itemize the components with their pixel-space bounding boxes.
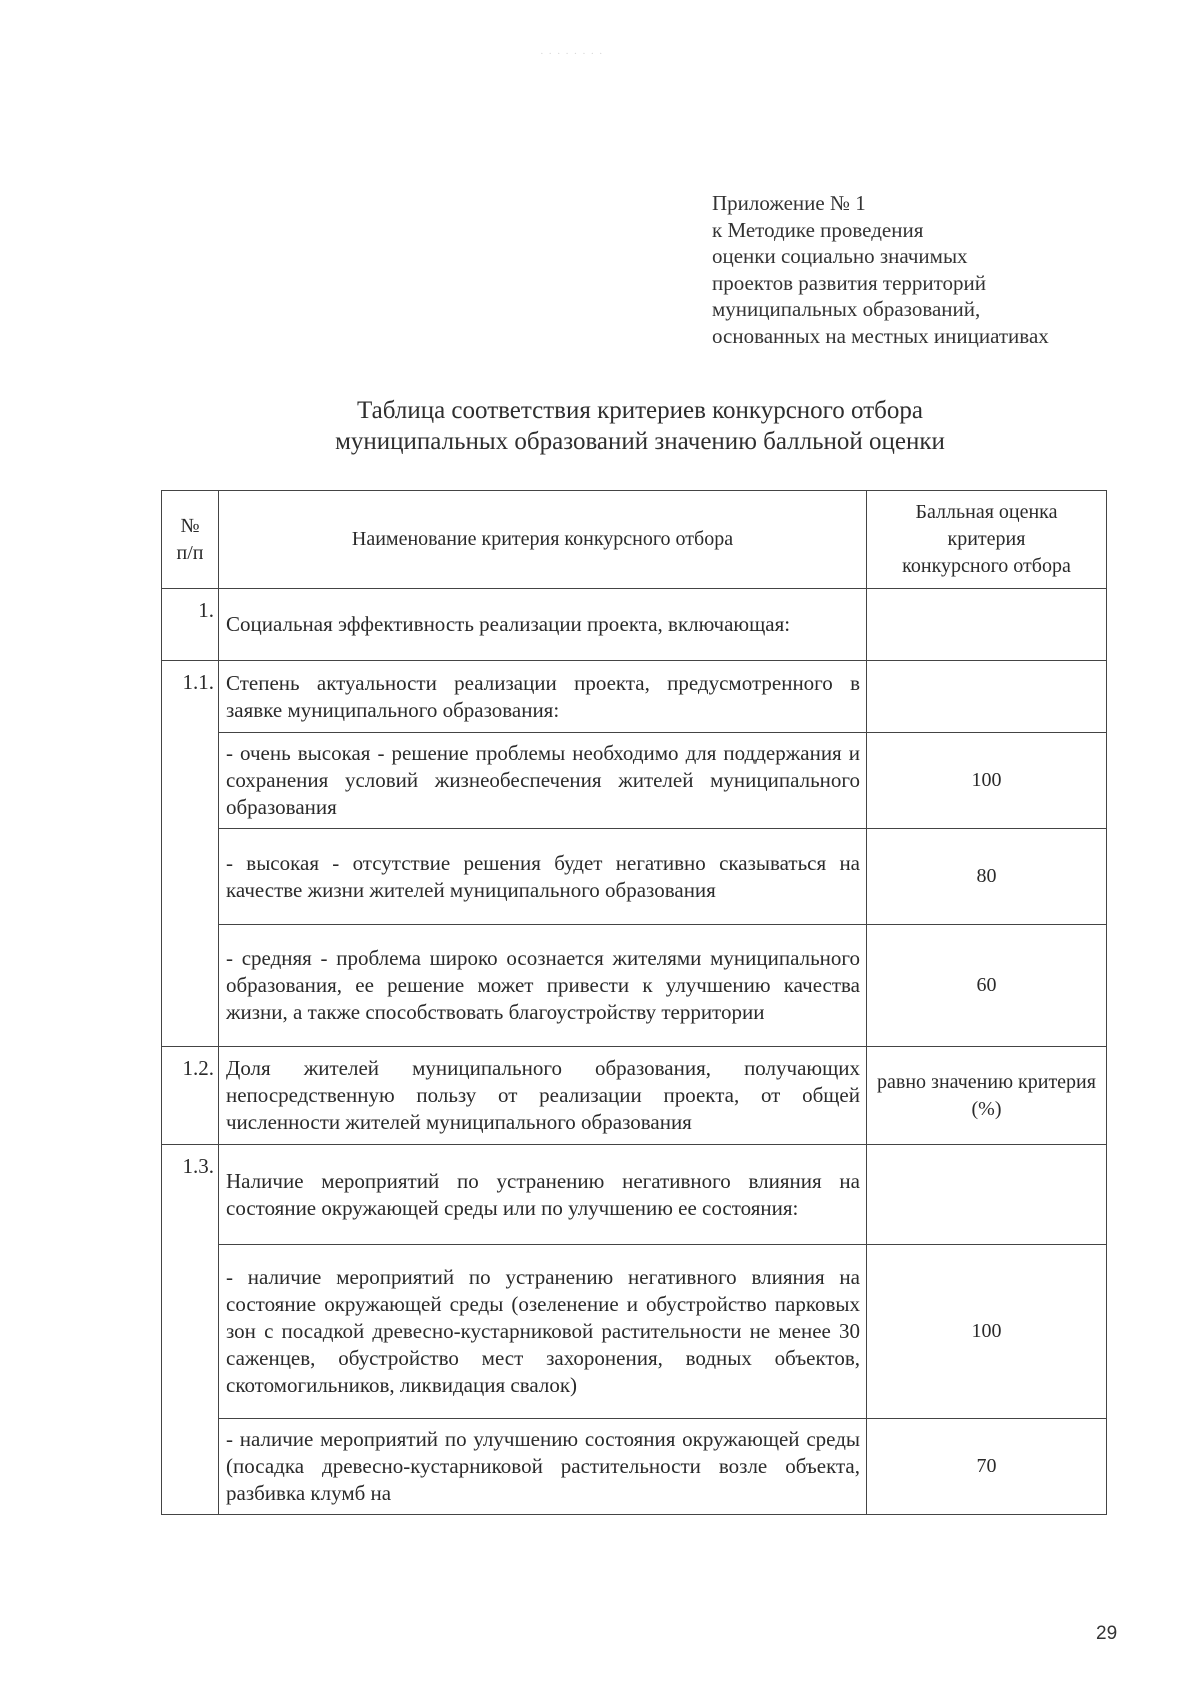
row-score: 60 bbox=[867, 925, 1107, 1047]
row-criterion: - наличие мероприятий по улучшению состояния окружающей среды (посадка древесно-кустарниковой растительности возле объекта, разбивка клумб на bbox=[219, 1419, 867, 1515]
row-score: равно значению критерия (%) bbox=[867, 1047, 1107, 1145]
row-score: 70 bbox=[867, 1419, 1107, 1515]
header-score-line: Балльная оценка bbox=[915, 501, 1058, 523]
appendix-line: Приложение № 1 bbox=[712, 191, 866, 215]
table-row bbox=[162, 1047, 1107, 1145]
row-criterion: Наличие мероприятий по устранению негативного влияния на состояние окружающей среды или по улучшению ее состояния: bbox=[219, 1145, 867, 1245]
header-criterion-name: Наименование критерия конкурсного отбора bbox=[219, 491, 867, 589]
table-row bbox=[162, 1145, 1107, 1245]
table-row bbox=[162, 925, 1107, 1047]
table-row bbox=[162, 733, 1107, 829]
row-number bbox=[162, 733, 219, 829]
criteria-table bbox=[161, 490, 1107, 1515]
row-criterion: Социальная эффективность реализации проекта, включающая: bbox=[219, 589, 867, 661]
page-number: 29 bbox=[1096, 1623, 1118, 1644]
appendix-line: оценки социально значимых bbox=[712, 244, 968, 268]
row-criterion: - средняя - проблема широко осознается жителями муниципального образования, ее решение может привести к улучшению качества жизни, а также способствовать благоустройству территории bbox=[219, 925, 867, 1047]
row-score: 100 bbox=[867, 1245, 1107, 1419]
row-criterion: Доля жителей муниципального образования, получающих непосредственную пользу от реализации проекта, от общей численности жителей муниципального образования bbox=[219, 1047, 867, 1145]
header-score-line: критерия bbox=[947, 528, 1026, 550]
row-number: 1.2. bbox=[162, 1047, 219, 1145]
row-number: 1.3. bbox=[162, 1145, 219, 1245]
table-title-line: муниципальных образований значению балльной оценки bbox=[335, 428, 945, 455]
row-score bbox=[867, 661, 1107, 733]
appendix-line: проектов развития территорий bbox=[712, 270, 987, 295]
appendix-header bbox=[712, 190, 1132, 349]
row-number: 1. bbox=[162, 589, 219, 661]
table-row bbox=[162, 829, 1107, 925]
table-row bbox=[162, 1245, 1107, 1419]
header-score bbox=[867, 491, 1107, 589]
row-number bbox=[162, 829, 219, 925]
row-criterion: Степень актуальности реализации проекта, предусмотренного в заявке муниципального образования: bbox=[219, 661, 867, 733]
row-number bbox=[162, 1245, 219, 1419]
row-number bbox=[162, 925, 219, 1047]
table-header-row bbox=[162, 491, 1107, 589]
row-score bbox=[867, 1145, 1107, 1245]
appendix-line: муниципальных образований, bbox=[712, 297, 981, 321]
appendix-line: к Методике проведения bbox=[712, 217, 924, 242]
table-title-line: Таблица соответствия критериев конкурсного отбора bbox=[357, 397, 923, 424]
row-criterion: - наличие мероприятий по устранению негативного влияния на состояние окружающей среды (озеленение и обустройство парковых зон с посадкой древесно-кустарниковой растительности не менее 30 саженцев, обустройство мест захоронения, водных объектов, скотомогильников, ликвидация свалок) bbox=[219, 1245, 867, 1419]
row-score: 80 bbox=[867, 829, 1107, 925]
table-title bbox=[160, 395, 1120, 457]
header-number bbox=[162, 491, 219, 589]
header-score-line: конкурсного отбора bbox=[902, 555, 1071, 577]
row-number: 1.1. bbox=[162, 661, 219, 733]
row-score bbox=[867, 589, 1107, 661]
row-criterion: - высокая - отсутствие решения будет негативно сказываться на качестве жизни жителей муниципального образования bbox=[219, 829, 867, 925]
header-number-symbol: № bbox=[180, 514, 200, 537]
table-row bbox=[162, 1419, 1107, 1515]
header-number-label: п/п bbox=[176, 541, 204, 564]
scan-artifact: · · · · · · · · bbox=[540, 48, 604, 60]
table-row bbox=[162, 661, 1107, 733]
row-number bbox=[162, 1419, 219, 1515]
appendix-line: основанных на местных инициативах bbox=[712, 323, 1049, 348]
row-criterion: - очень высокая - решение проблемы необходимо для поддержания и сохранения условий жизнеобеспечения жителей муниципального образования bbox=[219, 733, 867, 829]
row-score: 100 bbox=[867, 733, 1107, 829]
table-row bbox=[162, 589, 1107, 661]
